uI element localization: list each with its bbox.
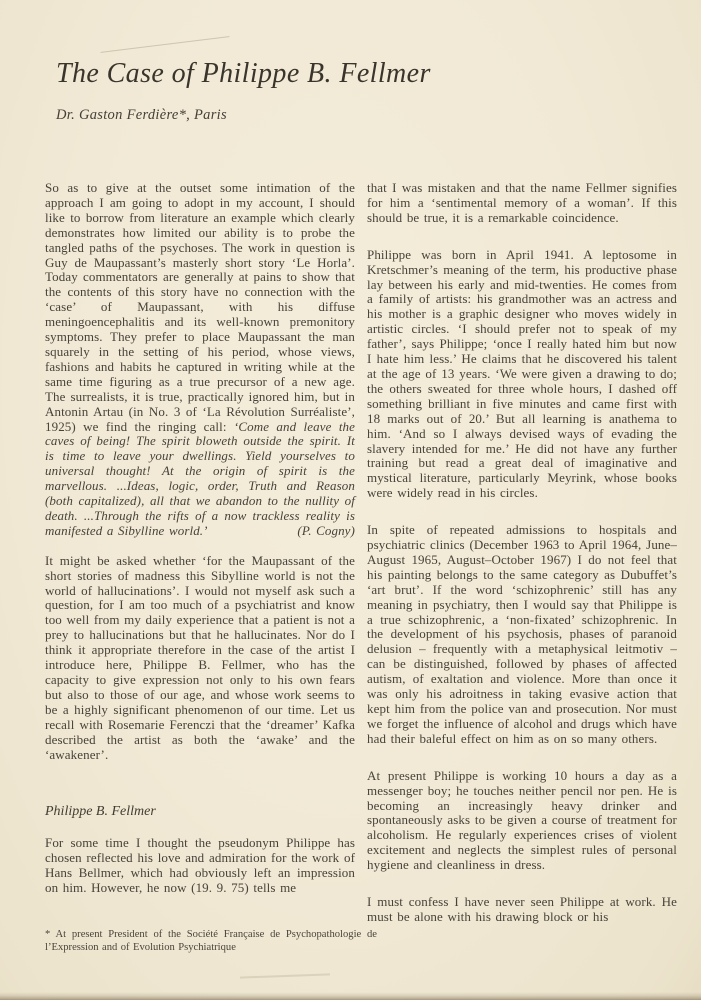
paragraph-segment: In spite of repeated admissions to hospitals and psychiatric clinics (December 1963 to April 1964, June–August 1965, August–October 1967) I do not feel that his painting belongs to the same category as Dubuffet’s ‘art brut’. If the word ‘schizophrenic’ still has any meaning in psychiatry, then I would say that Philippe is a true schizophrenic, a ‘non-fixated’ schizophrenic. In the development of his psychosis, phases of paranoid delusion – frequently with a metaphysical leitmotiv – can be distinguished, followed by phases of affected autism, of exaltation and violence. More than once it was only his adroitness in taking evasive action that kept him from the police van and prosecution. Nor must we forget the influence of alcohol and drugs which have had their baleful effect on him as on so many others. (367, 522, 677, 746)
body-paragraph (367, 895, 677, 925)
two-column-body (0, 181, 701, 965)
body-paragraph (367, 523, 677, 747)
left-column (45, 180, 377, 965)
paragraph-segment: So as to give at the outset some intimation of the approach I am going to adopt in my account, I should like to borrow from literature an example which clearly demonstrates how limited our ability is to probe the tangled paths of the psychoses. The work in question is Guy de Maupassant’s masterly short story ‘Le Horla’. Today commentators are generally at pains to show that the contents of this story have no connection with the ‘case’ of Maupassant, with his diffuse meningoencephalitis and its well-known premonitory symptoms. They prefer to place Maupassant the man squarely in the setting of his period, whose views, fashions and habits he captured in writing while at the same time figuring as a true precursor of a new age. The surrealists, it is true, practically ignored him, but in Antonin Artau (in No. 3 of ‘La Révolution Surréaliste’, 1925) we find the ringing call: (45, 180, 355, 434)
page-title: The Case of Philippe B. Fellmer (56, 58, 431, 89)
paragraph-segment: (P. Cogny) (297, 522, 355, 538)
article-header (0, 0, 701, 124)
paragraph-segment: that I was mistaken and that the name Fellmer signifies for him a ‘sentimental memory of a woman’. If this should be true, it is a remarkable coincidence. (367, 180, 677, 225)
body-paragraph (45, 181, 355, 539)
paragraph-segment: It might be asked whether ‘for the Maupassant of the short stories of madness this Sibylline world is not the world of hallucinations’. I would not myself ask such a question, for I am too much of a psychiatrist and know too well from my daily experience that a patient is not a prey to hallucinations but that he hallucinates. Nor do I think it appropriate therefore in the case of the artist I introduce here, Philippe B. Fellmer, who has the capacity to give expression not only to his own fears but also to those of our age, and whose work seems to be a highly significant phenomenon of our time. Let us recall with Rosemarie Ferenczi that the ‘dreamer’ Kafka described the artist as both the ‘awake’ and the ‘awakener’. (45, 552, 355, 762)
page-edge-shadow (0, 992, 701, 1000)
paragraph-segment: I must confess I have never seen Philippe at work. He must be alone with his drawing block or his (367, 894, 677, 924)
body-paragraph (45, 836, 355, 896)
body-paragraph (367, 248, 677, 501)
body-paragraph (45, 554, 355, 763)
paragraph-segment: Philippe was born in April 1941. A leptosome in Kretschmer’s meaning of the term, his productive phase lay between his early and mid-twenties. He comes from a family of artists: his grandmother was an actress and his mother is a graphic designer who moves widely in artistic circles. ‘I should prefer not to speak of my father’, says Philippe; ‘once I really hated him but now I hate him less.’ He claims that he discovered his talent at the age of 13 years. ‘We were given a drawing to do; the others sweated for three whole hours, I dashed off something brilliant in five minutes and came first with 18 marks out of 20.’ But all learning is anathema to him. ‘And so I always devised ways of evading the slavery intended for me.’ He did not have any further training but read a great deal of imaginative and mystical literature, particularly Meyrink, whose books were widely read in his circles. (367, 246, 677, 501)
paragraph-segment: ‘Come and leave the caves of being! The spirit bloweth outside the spirit. It is time to leave your dwellings. Yield yourselves to universal thought! At the origin of spirit is the marvellous. ...Ideas, logic, order, Truth and Reason (both capitalized), all that we abandon to the nullity of death. ...Through the rifts of a now trackless reality is manifested a Sibylline world.’ (45, 418, 355, 538)
paragraph-segment: For some time I thought the pseudonym Philippe has chosen reflected his love and admiration for the work of Hans Bellmer, which had obviously left an impression on him. However, he now (19. 9. 75) tells me (45, 835, 355, 896)
body-paragraph (367, 181, 677, 226)
footnote: * At present President of the Société Française de Psychopathologie de l’Expression and of Evolution Psychiatrique (45, 929, 377, 954)
author-byline: Dr. Gaston Ferdière*, Paris (56, 107, 227, 123)
section-subheading: Philippe B. Fellmer (45, 804, 156, 820)
right-column (367, 181, 677, 965)
body-paragraph (367, 769, 677, 873)
paper-smudge-mark (240, 973, 330, 978)
paragraph-segment: At present Philippe is working 10 hours a day as a messenger boy; he touches neither pencil nor pen. He is becoming an increasingly heavy drinker and spontaneously asks to be given a course of treatment for alcoholism. He regularly experiences crises of violent excitement and neglects the simplest rules of personal hygiene and cleanliness in dress. (367, 767, 677, 873)
